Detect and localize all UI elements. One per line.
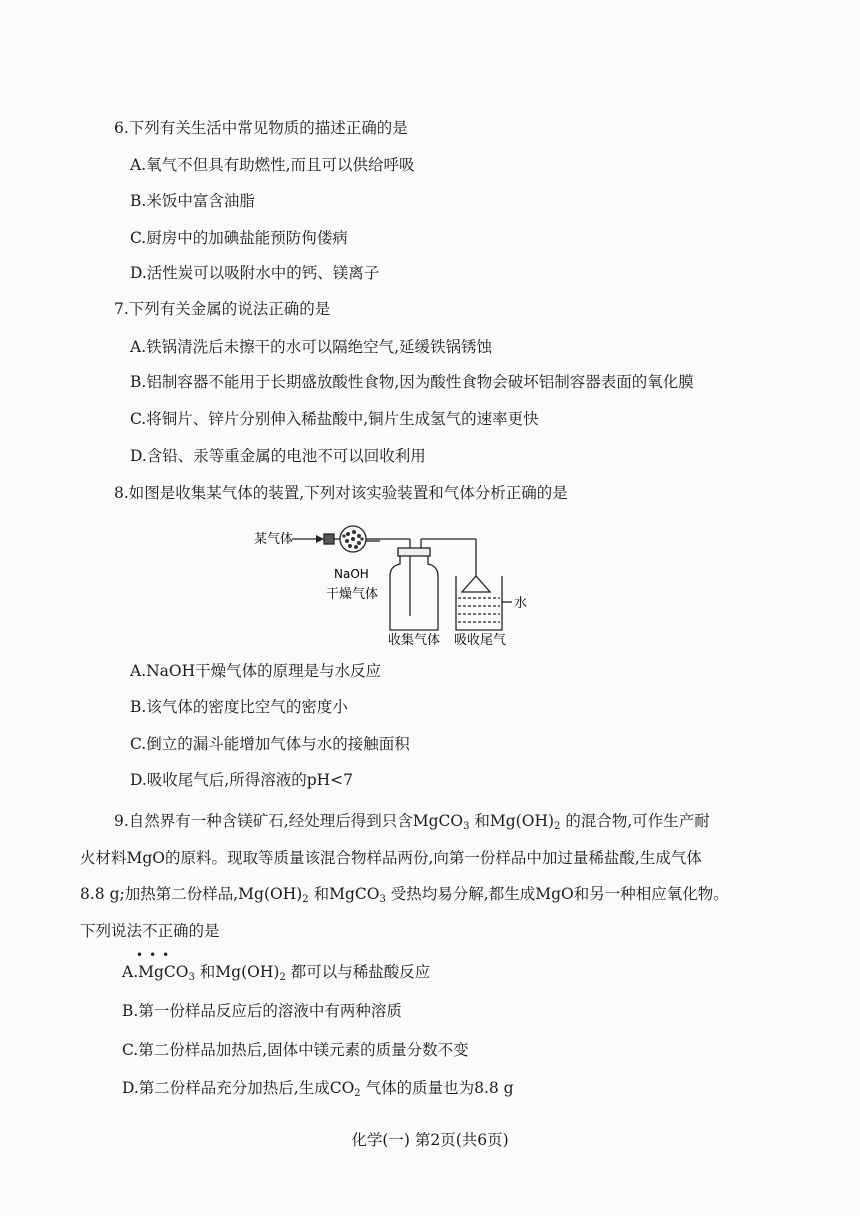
q9-option-d — [122, 1077, 514, 1099]
label-naoh: NaOH — [334, 567, 369, 581]
q7-option-c: C.将铜片、锌片分别伸入稀盐酸中,铜片生成氢气的速率更快 — [130, 410, 539, 428]
q9-text: 和Mg(OH) — [474, 812, 555, 830]
subscript: 3 — [463, 821, 470, 832]
q6-stem: 6.下列有关生活中常见物质的描述正确的是 — [114, 119, 408, 137]
label-collect-gas: 收集气体 — [388, 633, 441, 647]
label-absorb-tail-gas: 吸收尾气 — [454, 633, 507, 647]
q8-option-c: C.倒立的漏斗能增加气体与水的接触面积 — [130, 735, 410, 753]
subscript: 2 — [279, 972, 286, 983]
q9-stem-line4 — [80, 920, 220, 942]
subscript: 2 — [302, 894, 309, 905]
q8-option-d: D.吸收尾气后,所得溶液的pH<7 — [130, 771, 354, 789]
q9-option-c: C.第二份样品加热后,固体中镁元素的质量分数不变 — [122, 1041, 469, 1059]
q9-text: 的是 — [188, 922, 220, 940]
q6-option-c: C.厨房中的加碘盐能预防佝偻病 — [130, 229, 348, 247]
label-dry-gas: 干燥气体 — [326, 587, 379, 602]
subscript: 3 — [188, 972, 195, 983]
q7-option-d: D.含铅、汞等重金属的电池不可以回收利用 — [130, 447, 426, 465]
q6-option-b: B.米饭中富含油脂 — [130, 192, 255, 210]
emphasis-not-correct: 不正确 — [142, 922, 189, 940]
label-water: 水 — [514, 596, 528, 611]
q9-text: 9.自然界有一种含镁矿石,经处理后得到只含MgCO — [114, 812, 464, 830]
q8-option-b: B.该气体的密度比空气的密度小 — [130, 698, 348, 716]
q9-text: 和Mg(OH) — [199, 963, 280, 981]
q6-option-a: A.氧气不但具有助燃性,而且可以供给呼吸 — [130, 156, 415, 174]
q9-text: A.MgCO — [122, 963, 189, 981]
q7-option-b: B.铝制容器不能用于长期盛放酸性食物,因为酸性食物会破坏铝制容器表面的氧化膜 — [130, 373, 694, 391]
q9-stem-line2: 火材料MgO的原料。现取等质量该混合物样品两份,向第一份样品中加过量稀盐酸,生成气体 — [80, 849, 702, 867]
emphasis-dots: ••• — [136, 948, 176, 962]
q9-text: 和MgCO — [313, 885, 380, 903]
q9-text: 受热均易分解,都生成MgO和另一种相应氧化物。 — [390, 885, 729, 903]
page-footer: 化学(一) 第2页(共6页) — [351, 1131, 509, 1149]
q9-text: 的混合物,可作生产耐 — [565, 812, 710, 830]
q9-text: 下列说法 — [80, 922, 143, 940]
q9-option-b: B.第一份样品反应后的溶液中有两种溶质 — [122, 1002, 402, 1020]
q9-text: 8.8 g;加热第二份样品,Mg(OH) — [80, 885, 303, 903]
q9-text: D.第二份样品充分加热后,生成CO — [122, 1079, 355, 1097]
label-gas-in: 某气体 — [254, 532, 294, 547]
q9-stem-line3 — [80, 883, 729, 905]
q6-option-d: D.活性炭可以吸附水中的钙、镁离子 — [130, 264, 380, 282]
q9-stem-line1 — [114, 810, 710, 832]
q8-apparatus-diagram — [240, 512, 540, 647]
subscript: 2 — [354, 1088, 361, 1099]
subscript: 2 — [554, 821, 561, 832]
q9-text: 气体的质量也为8.8 g — [365, 1079, 514, 1097]
q8-option-a: A.NaOH干燥气体的原理是与水反应 — [130, 662, 382, 680]
q9-option-a — [122, 961, 430, 983]
q9-text: 都可以与稀盐酸反应 — [290, 963, 431, 981]
q8-stem: 8.如图是收集某气体的装置,下列对该实验装置和气体分析正确的是 — [114, 484, 568, 502]
subscript: 3 — [379, 894, 386, 905]
q7-stem: 7.下列有关金属的说法正确的是 — [114, 300, 331, 318]
q7-option-a: A.铁锅清洗后未擦干的水可以隔绝空气,延缓铁锅锈蚀 — [130, 338, 493, 356]
